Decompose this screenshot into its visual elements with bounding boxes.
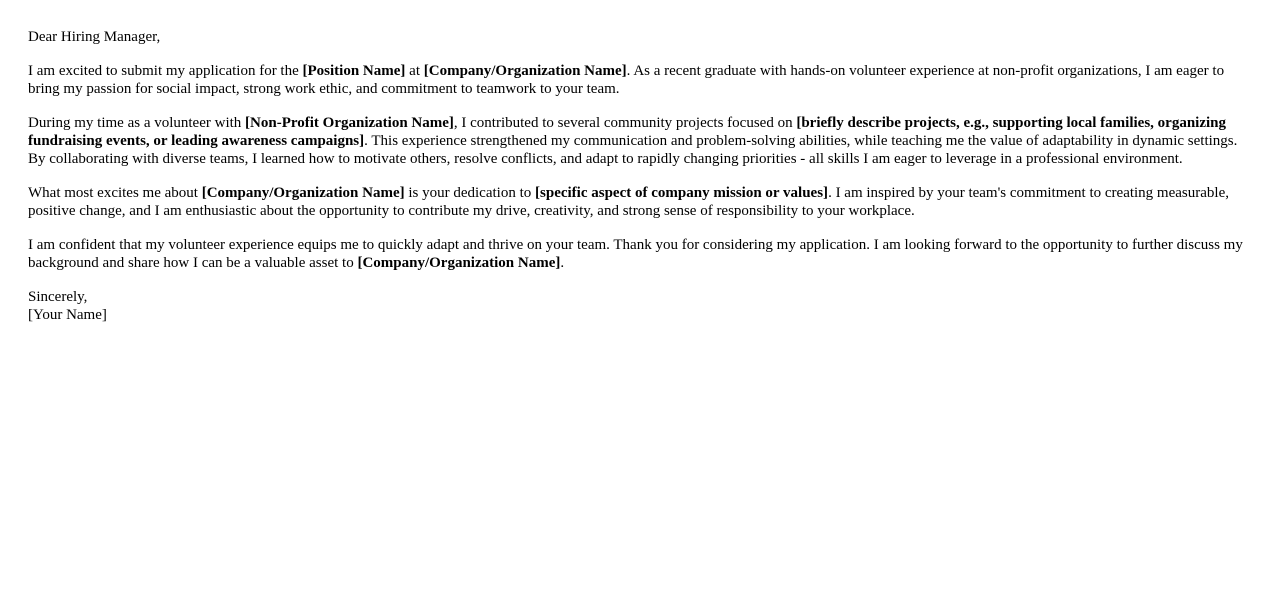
text: During my time as a volunteer with bbox=[28, 115, 246, 131]
text: I am excited to submit my application for the bbox=[28, 63, 303, 79]
text: is your dedication to bbox=[404, 185, 536, 201]
company-placeholder: [Company/Organization Name] bbox=[201, 185, 405, 201]
nonprofit-placeholder: [Non-Profit Organization Name] bbox=[245, 115, 454, 131]
paragraph-experience bbox=[28, 114, 1256, 168]
text: . As a recent graduate with hands-on volunteer experience at non-profit organizations, I am eager to bring my passion for social impact, strong work ethic, and commitment to teamwork to your team. bbox=[28, 63, 1225, 97]
cover-letter bbox=[28, 28, 1256, 324]
text: What most excites me about bbox=[28, 185, 202, 201]
projects-placeholder: [briefly describe projects, e.g., supporting local families, organizing fundraising events, or leading awareness campaigns] bbox=[28, 115, 1227, 149]
company-placeholder: [Company/Organization Name] bbox=[357, 255, 561, 271]
signoff bbox=[28, 288, 1256, 324]
closing: Sincerely, bbox=[28, 289, 88, 305]
company-placeholder: [Company/Organization Name] bbox=[423, 63, 627, 79]
text: . This experience strengthened my communication and problem-solving abilities, while teaching me the value of adaptability in dynamic settings. By collaborating with diverse teams, I learned how to motivate others, resolve conflicts, and adapt to rapidly changing priorities - all skills I am eager to leverage in a professional environment. bbox=[28, 133, 1238, 167]
salutation: Dear Hiring Manager, bbox=[28, 29, 161, 45]
signature: [Your Name] bbox=[28, 307, 107, 323]
text: I am confident that my volunteer experience equips me to quickly adapt and thrive on your team. Thank you for considering my application. I am looking forward to the opportunity to further discuss my background and share how I can be a valuable asset to bbox=[28, 237, 1243, 271]
mission-placeholder: [specific aspect of company mission or values] bbox=[535, 185, 829, 201]
text: at bbox=[405, 63, 424, 79]
paragraph-motivation bbox=[28, 184, 1256, 220]
text: . bbox=[560, 255, 565, 271]
text: , I contributed to several community projects focused on bbox=[453, 115, 797, 131]
text: . I am inspired by your team's commitment to creating measurable, positive change, and I am enthusiastic about the opportunity to contribute my drive, creativity, and strong sense of responsibility to your workplace. bbox=[28, 185, 1229, 219]
paragraph-closing bbox=[28, 236, 1256, 272]
position-placeholder: [Position Name] bbox=[302, 63, 406, 79]
paragraph-intro bbox=[28, 62, 1256, 98]
